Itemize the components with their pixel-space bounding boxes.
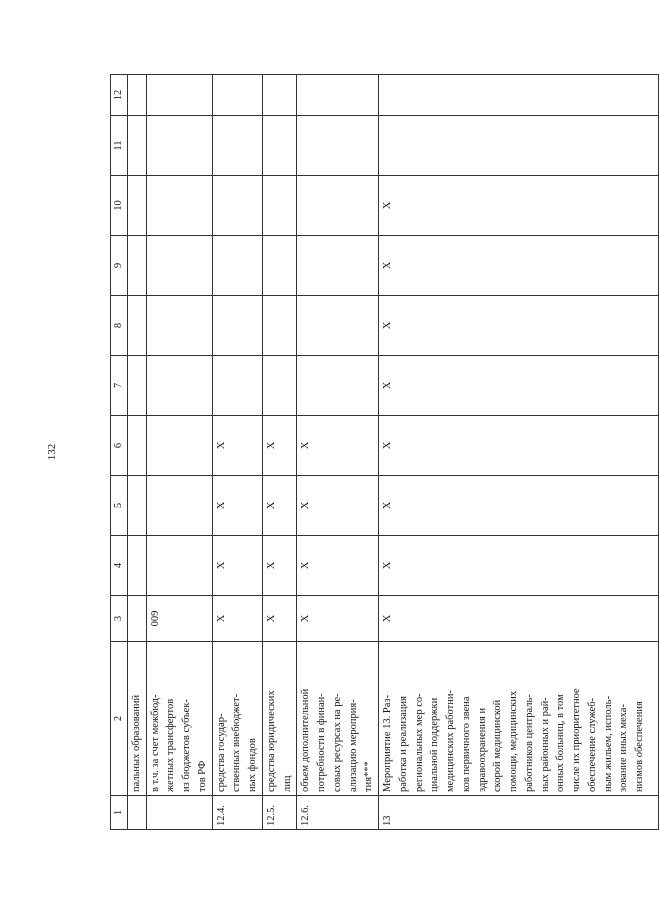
- table-cell: X: [297, 416, 379, 476]
- table-cell: [297, 356, 379, 416]
- row-number-cell: 13: [379, 796, 659, 830]
- table-cell: [212, 356, 262, 416]
- row-number-cell: 12.5.: [262, 796, 297, 830]
- table-body: [111, 75, 659, 830]
- table-cell: X: [379, 416, 659, 476]
- table-cell: [127, 75, 146, 116]
- table-cell: [146, 356, 212, 416]
- table-cell: [297, 296, 379, 356]
- row-description-cell: средства юридических лиц: [262, 642, 297, 796]
- table-cell: [146, 75, 212, 116]
- table-cell: X: [379, 596, 659, 642]
- table-cell: [127, 476, 146, 536]
- table-row: [379, 75, 659, 830]
- table-row: [212, 75, 262, 830]
- table-cell: X: [262, 596, 297, 642]
- table-cell: [146, 236, 212, 296]
- table-cell: [127, 176, 146, 236]
- table-cell: X: [212, 536, 262, 596]
- table-cell: X: [379, 476, 659, 536]
- table-cell: [146, 176, 212, 236]
- table-cell: [262, 236, 297, 296]
- column-header-10: 10: [111, 176, 128, 236]
- table-cell: [297, 236, 379, 296]
- table-cell: X: [297, 596, 379, 642]
- table-row: [297, 75, 379, 830]
- column-header-5: 5: [111, 476, 128, 536]
- table-cell: 009: [146, 596, 212, 642]
- table-cell: X: [262, 416, 297, 476]
- table-cell: [262, 116, 297, 176]
- table-row: [146, 75, 212, 830]
- table-cell: [297, 75, 379, 116]
- table-cell: X: [262, 536, 297, 596]
- column-header-12: 12: [111, 75, 128, 116]
- column-header-6: 6: [111, 416, 128, 476]
- table-cell: [127, 236, 146, 296]
- column-header-4: 4: [111, 536, 128, 596]
- table-cell: [212, 236, 262, 296]
- column-header-2: 2: [111, 642, 128, 796]
- rotated-table-container: [110, 75, 645, 830]
- table-row: [127, 75, 146, 830]
- table-cell: [262, 356, 297, 416]
- table-cell: X: [379, 236, 659, 296]
- budget-table: [110, 74, 659, 830]
- row-number-cell: [127, 796, 146, 830]
- column-header-8: 8: [111, 296, 128, 356]
- row-number-cell: 12.4.: [212, 796, 262, 830]
- column-header-7: 7: [111, 356, 128, 416]
- table-cell: [127, 536, 146, 596]
- table-cell: X: [212, 476, 262, 536]
- table-cell: X: [212, 596, 262, 642]
- column-header-3: 3: [111, 596, 128, 642]
- table-cell: [212, 176, 262, 236]
- table-cell: X: [262, 476, 297, 536]
- table-cell: [146, 476, 212, 536]
- table-cell: [127, 356, 146, 416]
- table-cell: [212, 116, 262, 176]
- table-cell: [146, 296, 212, 356]
- table-cell: [127, 596, 146, 642]
- table-row: [262, 75, 297, 830]
- row-description-cell: в т.ч. за счет межбюд- жетных трансфертов из бюджетов субъек- тов РФ: [146, 642, 212, 796]
- table-cell: X: [379, 176, 659, 236]
- row-description-cell: Мероприятие 13. Раз- работка и реализация региональных мер со- циальной поддержки медицинских работни- ков первичного звена здравоохранения и скорой медицинской помощи, медицинских работников централь- ных районных и рай- онных больниц, в том числе их приоритетное обеспечение служеб- ным жильем, исполь- зование иных меха- низмов обеспечения: [379, 642, 659, 796]
- row-description-cell: средства государ- ственных внебюджет- ных фондов: [212, 642, 262, 796]
- table-cell: [127, 296, 146, 356]
- table-cell: [262, 296, 297, 356]
- column-header-1: 1: [111, 796, 128, 830]
- table-cell: [127, 116, 146, 176]
- table-cell: X: [297, 536, 379, 596]
- header-row: [111, 75, 128, 830]
- table-cell: X: [379, 536, 659, 596]
- table-cell: [146, 536, 212, 596]
- page-number: 132: [46, 443, 58, 461]
- table-cell: [262, 75, 297, 116]
- table-cell: X: [379, 356, 659, 416]
- row-description-cell: объем дополнительной потребности в финан- совых ресурсах на ре- ализацию мероприя- тия***: [297, 642, 379, 796]
- table-cell: X: [212, 416, 262, 476]
- column-header-9: 9: [111, 236, 128, 296]
- table-cell: [297, 116, 379, 176]
- table-cell: X: [297, 476, 379, 536]
- table-cell: X: [379, 296, 659, 356]
- table-cell: [297, 176, 379, 236]
- table-cell: [379, 116, 659, 176]
- row-description-cell: пальных образований: [127, 642, 146, 796]
- table-cell: [146, 116, 212, 176]
- table-cell: [262, 176, 297, 236]
- table-cell: [212, 296, 262, 356]
- column-header-11: 11: [111, 116, 128, 176]
- table-cell: [379, 75, 659, 116]
- table-cell: [127, 416, 146, 476]
- row-number-cell: [146, 796, 212, 830]
- row-number-cell: 12.6.: [297, 796, 379, 830]
- table-cell: [212, 75, 262, 116]
- table-cell: [146, 416, 212, 476]
